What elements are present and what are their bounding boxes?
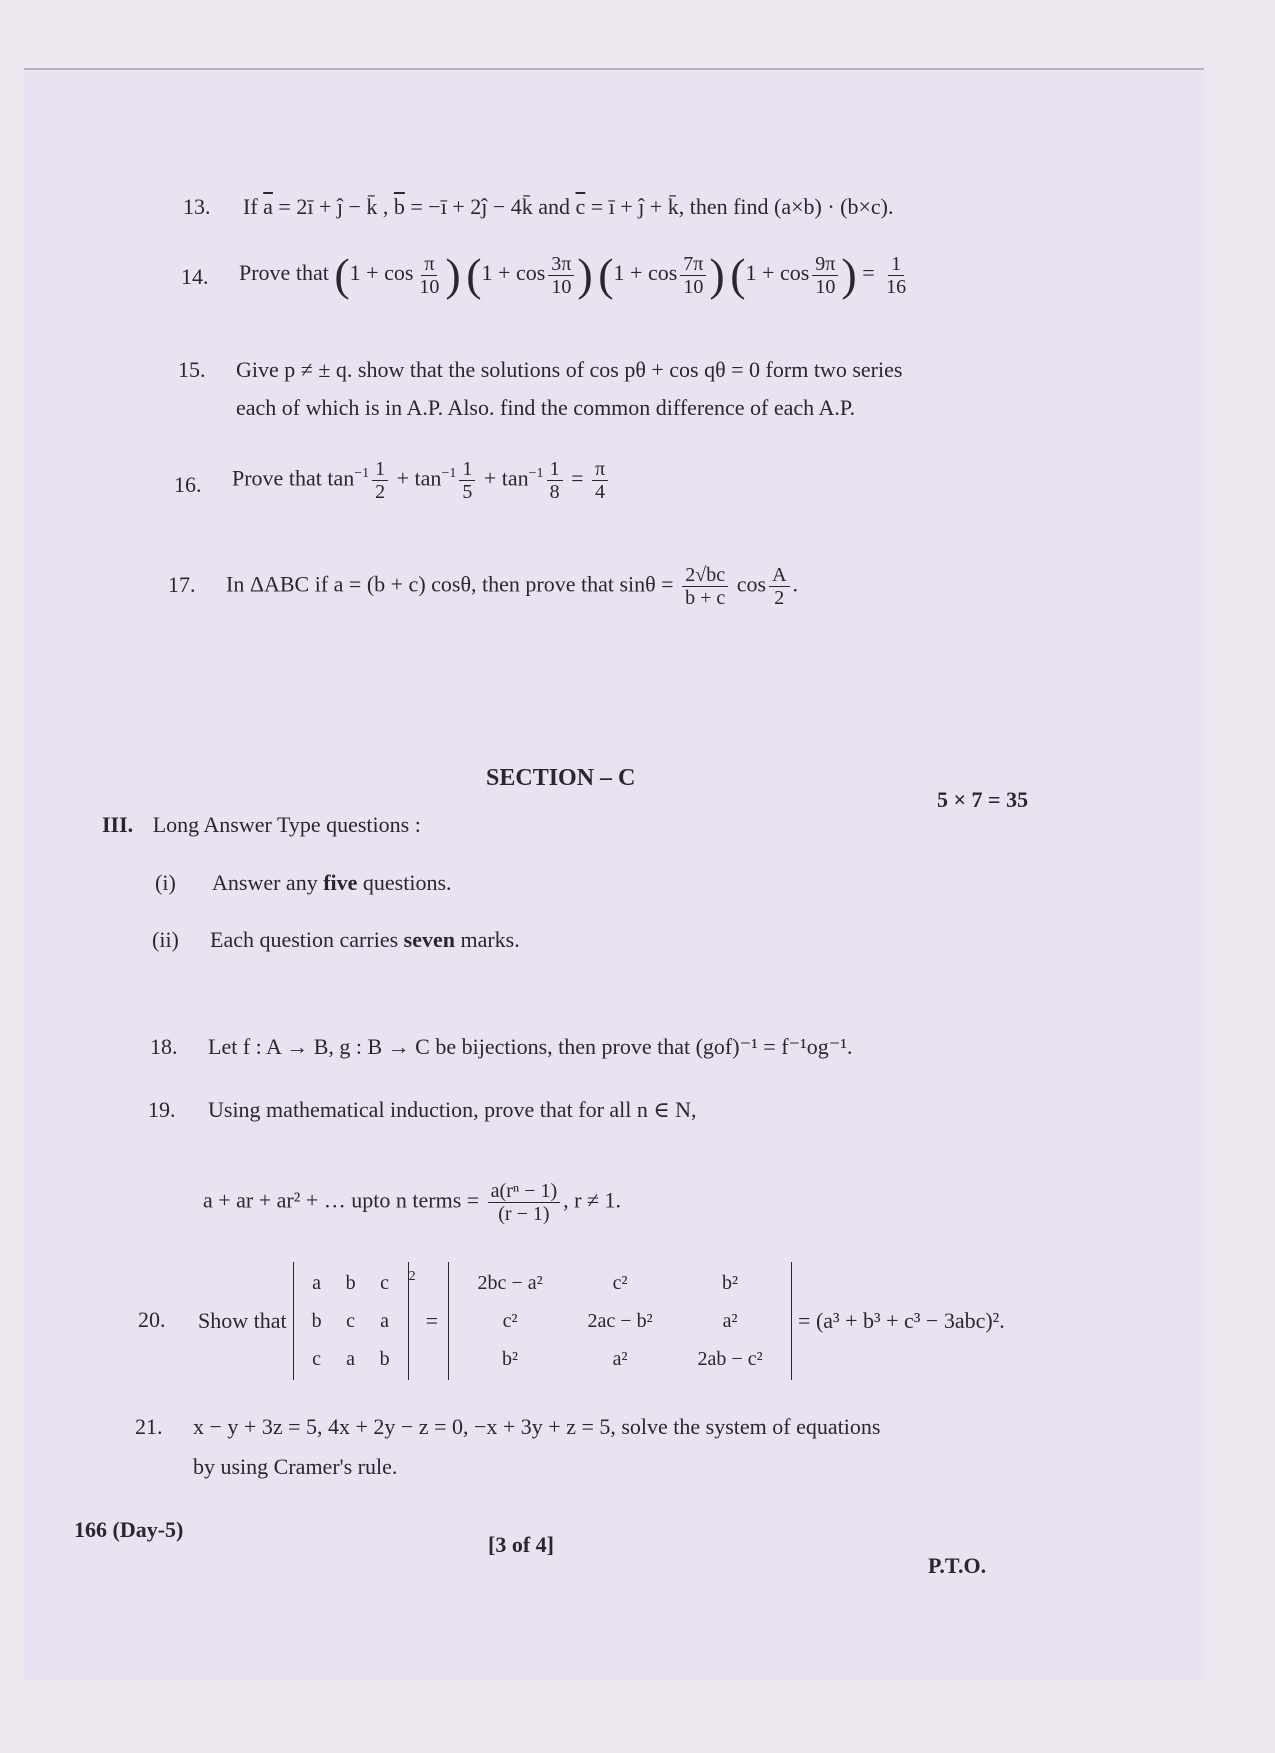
q14-text: Prove that: [239, 260, 329, 286]
q17-text: In ΔABC if a = (b + c) cosθ, then prove that sinθ =: [226, 571, 674, 597]
instruction-1: (i) Answer any five questions.: [155, 870, 452, 895]
question-number: 19.: [148, 1097, 176, 1122]
question-number: 17.: [168, 572, 196, 597]
fraction: $\frac{A}{2}$: [769, 564, 789, 609]
fraction: $\frac{3\pi}{10}$: [548, 253, 574, 298]
fraction: $\frac{1}{5}$: [459, 458, 475, 503]
q18-text: Let f : A → B, g : B → C be bijections, then prove that (gof)⁻¹ = f⁻¹og⁻¹.: [208, 1034, 853, 1059]
q13-vector-c: $\overline{c}$: [575, 194, 586, 219]
question-number: 13.: [183, 194, 211, 219]
q14-term: 1 + cos: [745, 260, 810, 286]
page-number: [3 of 4]: [488, 1532, 554, 1557]
fraction: $\frac{7\pi}{10}$: [680, 253, 706, 298]
roman-numeral: III.: [102, 812, 134, 837]
question-number: 15.: [178, 357, 206, 382]
fraction: $\frac{9\pi}{10}$: [812, 253, 838, 298]
q16-text: Prove that: [232, 465, 322, 491]
q14-term: 1 + cos: [613, 260, 678, 286]
q15-line-2: each of which is in A.P. Also. find the common difference of each A.P.: [236, 395, 856, 420]
q20-text: Show that: [198, 1308, 287, 1333]
q20-equation: Show that a b c b c a c a b 2 = 2bc − a² c² b² c² 2ac − b² a² b² a² 2ab − c² = (a³ + b³ + c³ − 3abc)².: [198, 1262, 1005, 1380]
q13-vector-b: $\overline{b}$: [393, 194, 405, 219]
fraction: $\frac{\pi}{4}$: [592, 458, 608, 503]
question-number: 21.: [135, 1414, 163, 1439]
q13-expression: (a×b) · (b×c).: [774, 194, 894, 219]
determinant-2: 2bc − a² c² b² c² 2ac − b² a² b² a² 2ab − c²: [448, 1262, 792, 1380]
fraction: $\frac{\text{a(rⁿ − 1)}}{(r - 1)}$: [488, 1180, 560, 1225]
q21-line-2: by using Cramer's rule.: [193, 1454, 398, 1479]
question-number: 20.: [138, 1307, 166, 1332]
q19-text: Using mathematical induction, prove that for all n ∈ N,: [208, 1097, 697, 1122]
paren: (: [334, 249, 350, 300]
fraction: $\frac{1}{2}$: [372, 458, 388, 503]
pto-label: P.T.O.: [928, 1553, 987, 1578]
q13-a-def: = 2ī + ĵ − k̄ ,: [272, 194, 394, 219]
instruction-2: (ii) Each question carries seven marks.: [152, 927, 520, 952]
q14-term: 1 + cos: [349, 260, 414, 286]
question-number: 18.: [150, 1034, 178, 1059]
equals: =: [862, 260, 875, 286]
question-number: 14.: [181, 264, 209, 289]
fraction: $\frac{\pi}{10}$: [419, 252, 440, 298]
paper-code: 166 (Day-5): [74, 1517, 184, 1542]
section-heading: [102, 810, 421, 840]
section-title: SECTION – C: [486, 765, 636, 791]
q14-term: 1 + cos: [481, 260, 546, 286]
determinant-1: a b c b c a c a b: [293, 1262, 409, 1380]
q13-text-before: If: [243, 194, 258, 219]
q13-c-def: = ī + ĵ + k̄, then find: [585, 194, 775, 219]
fraction: $\frac{1}{8}$: [547, 458, 563, 503]
q15-line-1: Give p ≠ ± q. show that the solutions of cos pθ + cos qθ = 0 form two series: [236, 357, 903, 382]
heading-text: Long Answer Type questions :: [152, 812, 421, 837]
fraction: $\frac{2√bc}{b + c}$: [682, 564, 728, 609]
fraction: $\frac{1}{16}$: [886, 252, 907, 298]
q13-vector-a: $\overline{a}$: [263, 194, 273, 219]
q19-formula: a + ar + ar² + … upto n terms = $\frac{\text{a(rⁿ − 1)}}{(r - 1)}$ , r ≠ 1.: [203, 1180, 622, 1225]
question-number: 16.: [174, 472, 202, 497]
section-marks: 5 × 7 = 35: [937, 787, 1029, 812]
q21-line-1: x − y + 3z = 5, 4x + 2y − z = 0, −x + 3y + z = 5, solve the system of equations: [193, 1414, 881, 1439]
q13-b-def: = −ī + 2ĵ − 4k̄ and: [404, 194, 576, 219]
